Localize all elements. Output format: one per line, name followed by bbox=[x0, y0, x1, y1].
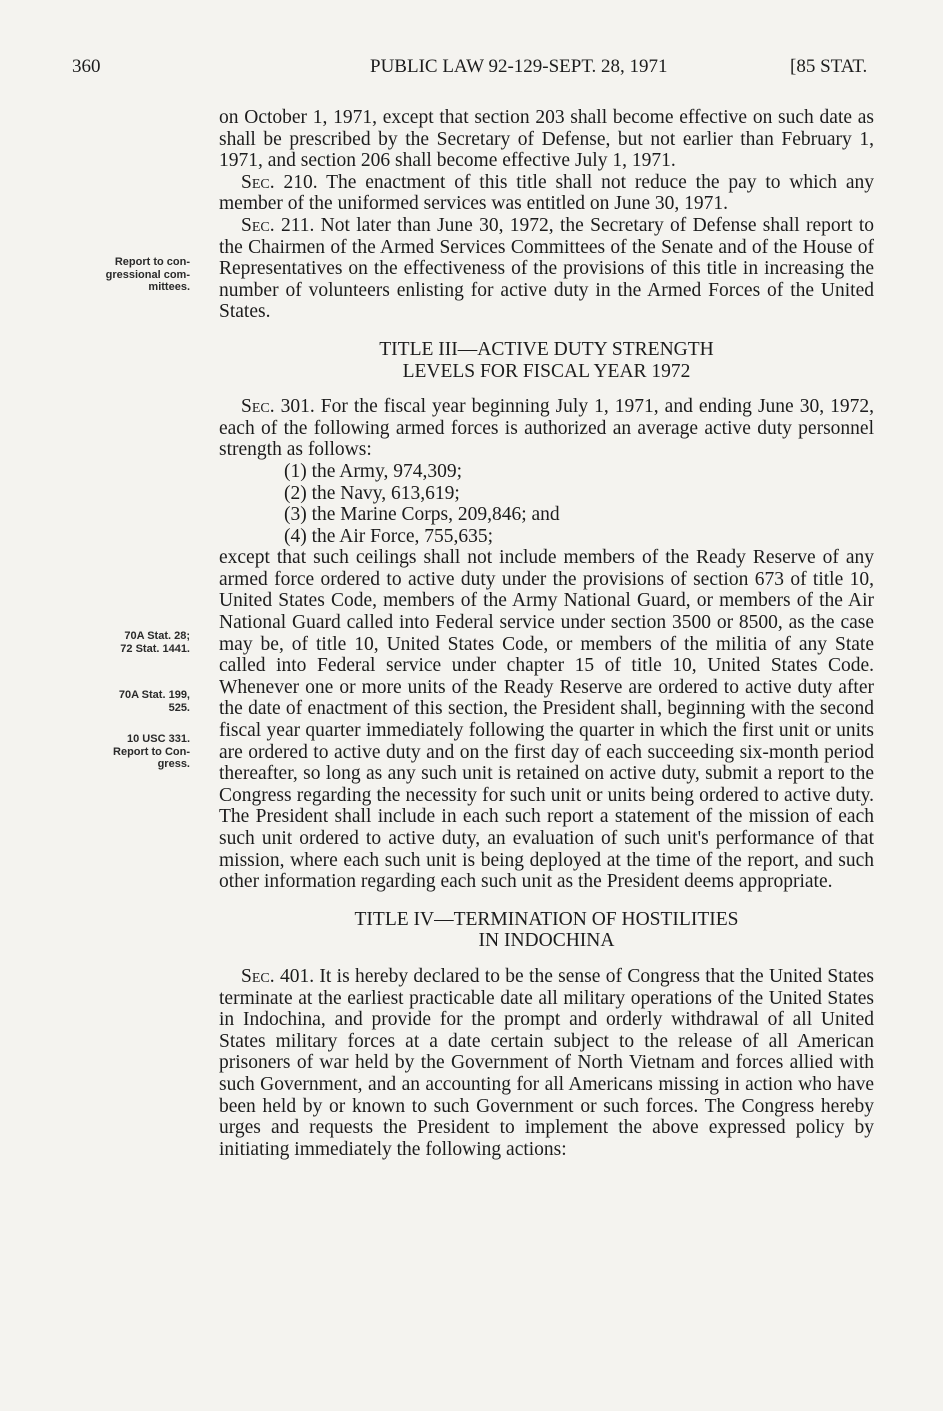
margin-note-report-committees: Report to con- gressional com- mittees. bbox=[105, 256, 190, 293]
title-iv-heading: TITLE IV—TERMINATION OF HOSTILITIES IN INDOCHINA bbox=[354, 908, 739, 952]
section-401: Sec. 401. It is hereby declared to be the sense of Congress that the United States terminate at the earliest practicable date all military operations of the United States in Indochina, and provide for the prompt and orderly withdrawal of all United States military forces at a date certain subject to the release of all American prisoners of war held by the Government of North Vietnam and forces allied with such Government, and an accounting for all Americans missing in action who have been held by or known to such Government or such forces. The Congress hereby urges and requests the President to implement the above expressed policy by initiating immediately the following actions: bbox=[219, 965, 874, 1160]
margin-note-70a-stat-199: 70A Stat. 199, 525. bbox=[118, 689, 190, 714]
margin-note-70a-stat-28: 70A Stat. 28; 72 Stat. 1441. bbox=[120, 630, 190, 655]
list-item-navy: (2) the Navy, 613,619; bbox=[284, 482, 460, 504]
margin-note-10-usc-331: 10 USC 331. Report to Con- gress. bbox=[113, 733, 190, 770]
paragraph-effective-dates: on October 1, 1971, except that section 203 shall become effective on such date as shall be prescribed by the Secretary of Defense, but not earlier than February 1, 1971, and section 206 shall become effective July 1, 1971. bbox=[219, 107, 874, 172]
section-301: Sec. 301. For the fiscal year beginning July 1, 1971, and ending June 30, 1972, each of the following armed forces is authorized an average active duty personnel strength as follows: bbox=[219, 396, 874, 461]
section-211: Sec. 211. Not later than June 30, 1972, the Secretary of Defense shall report to the Chairmen of the Armed Services Committees of the Senate and of the House of Representatives on the effectiveness of the provisions of this title in increasing the number of volunteers enlisting for active duty in the Armed Forces of the United States. bbox=[219, 214, 874, 323]
section-210: Sec. 210. The enactment of this title shall not reduce the pay to which any member of the uniformed services was entitled on June 30, 1971. bbox=[219, 171, 874, 215]
page-number: 360 bbox=[72, 56, 101, 77]
list-item-marine-corps: (3) the Marine Corps, 209,846; and bbox=[284, 504, 560, 526]
list-item-air-force: (4) the Air Force, 755,635; bbox=[284, 525, 494, 547]
section-301-continuation: except that such ceilings shall not include members of the Ready Reserve of any armed force ordered to active duty under the provisions of section 673 of title 10, United States Code, members of the Army National Guard, or members of the Air National Guard called into Federal service under section 3500 or 8500, as the case may be, of title 10, United States Code, or members of the militia of any State called into Federal service under chapter 15 of title 10, United States Code. Whenever one or more units of the Ready Reserve are ordered to active duty after the date of enactment of this section, the President shall, beginning with the second fiscal year quarter immediately following the quarter in which the first unit or units are ordered to active duty and on the first day of each succeeding six-month period thereafter, so long as any such unit is retained on active duty, submit a report to the Congress regarding the necessity for such unit or units being ordered to active duty. The President shall include in each such report a statement of the mission of each such unit ordered to active duty, an evaluation of such unit's performance of that mission, where each such unit is being deployed at the time of the report, and such other information regarding each such unit as the President deems appropriate. bbox=[219, 547, 874, 893]
header-title: PUBLIC LAW 92-129-SEPT. 28, 1971 bbox=[370, 56, 668, 77]
body-text bbox=[219, 107, 874, 1160]
statute-reference: [85 STAT. bbox=[790, 56, 868, 77]
title-iii-heading: TITLE III—ACTIVE DUTY STRENGTH LEVELS FOR FISCAL YEAR 1972 bbox=[379, 338, 714, 382]
list-item-army: (1) the Army, 974,309; bbox=[284, 460, 463, 482]
